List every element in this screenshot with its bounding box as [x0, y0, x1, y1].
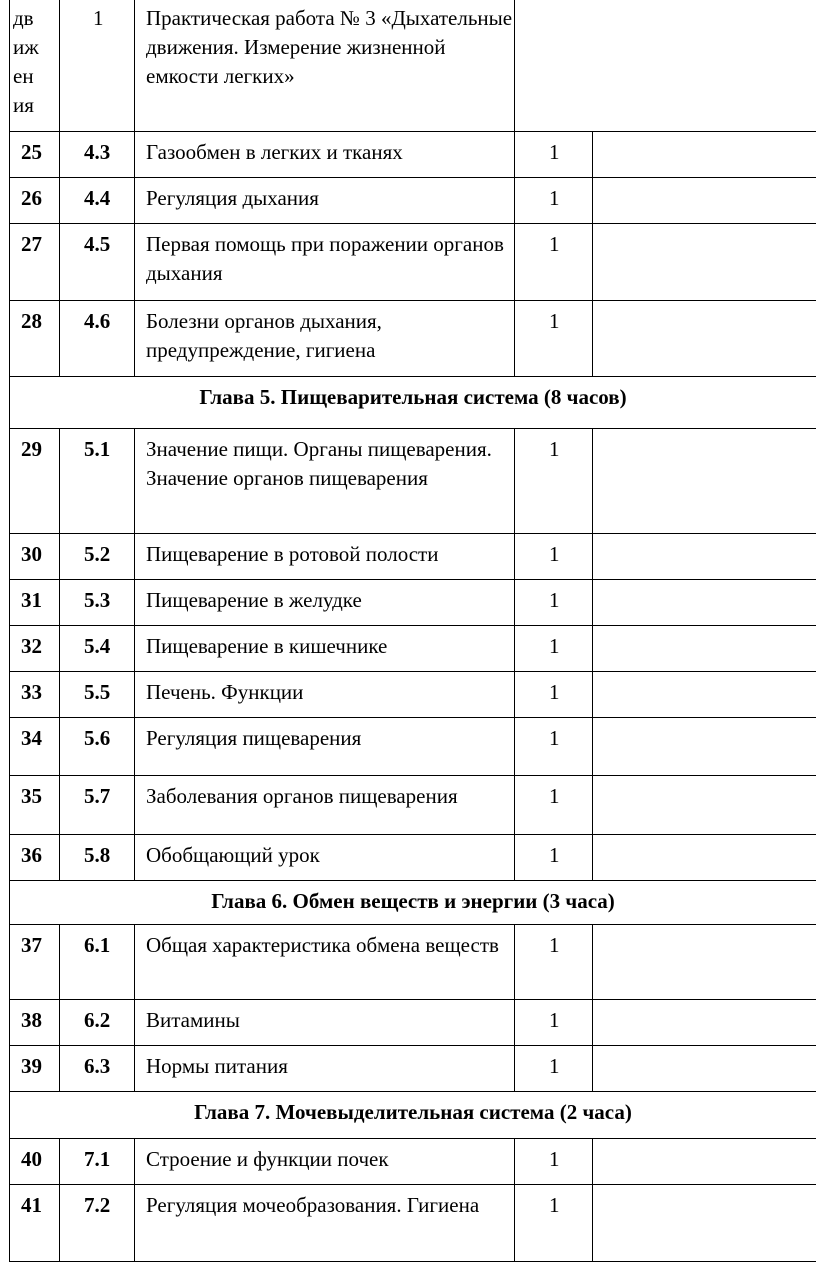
lesson-code-cell: 5.2: [59, 534, 134, 579]
row-number-cell: 33: [9, 672, 59, 717]
table-row: [9, 0, 816, 132]
table-row: [9, 429, 816, 534]
lesson-topic-cell: Регуляция мочеобразования. Гигиена: [134, 1185, 514, 1261]
lesson-code-cell: 6.2: [59, 1000, 134, 1045]
notes-cell: [593, 1185, 816, 1261]
lesson-topic-cell: Практическая работа № 3 «Дыхательные движения. Измерение жизненной емкости легких»: [134, 0, 514, 131]
lesson-topic-cell: Первая помощь при поражении органов дыхания: [134, 224, 514, 300]
hours-cell: 1: [514, 925, 593, 999]
lesson-topic-cell: Значение пищи. Органы пищеварения. Значение органов пищеварения: [134, 429, 514, 533]
lesson-topic-cell: Болезни органов дыхания, предупреждение, гигиена: [134, 301, 514, 376]
lesson-topic-cell: Пищеварение в ротовой полости: [134, 534, 514, 579]
table-row: [9, 1139, 816, 1185]
table-row: [9, 224, 816, 301]
row-number-cell: 27: [9, 224, 59, 300]
row-number-cell: 31: [9, 580, 59, 625]
table-row: [9, 1000, 816, 1046]
lesson-topic-cell: Общая характеристика обмена веществ: [134, 925, 514, 999]
notes-cell: [593, 1139, 816, 1184]
hours-cell: 1: [514, 301, 593, 376]
hours-cell: 1: [514, 1185, 593, 1261]
lesson-code-cell: 5.7: [59, 776, 134, 834]
notes-cell: [593, 1046, 816, 1091]
notes-cell: [593, 132, 816, 177]
hours-cell: 1: [514, 178, 593, 223]
lesson-code-cell: 6.1: [59, 925, 134, 999]
lesson-topic-cell: Пищеварение в желудке: [134, 580, 514, 625]
hours-cell: 1: [514, 132, 593, 177]
notes-cell: [593, 429, 816, 533]
lesson-code-cell: 5.4: [59, 626, 134, 671]
row-number-cell: 36: [9, 835, 59, 880]
chapter-title: Глава 6. Обмен веществ и энергии (3 часа): [211, 889, 615, 913]
table-row: [9, 580, 816, 626]
hours-cell: 1: [514, 718, 593, 775]
lesson-topic-cell: Обобщающий урок: [134, 835, 514, 880]
lesson-code-cell: 5.3: [59, 580, 134, 625]
lesson-code-cell: 4.4: [59, 178, 134, 223]
lesson-code-cell: 1: [59, 0, 134, 131]
lesson-code-cell: 5.6: [59, 718, 134, 775]
notes-cell: [593, 925, 816, 999]
table-row: [9, 835, 816, 881]
notes-cell: [593, 224, 816, 300]
lesson-code-cell: 7.1: [59, 1139, 134, 1184]
lesson-code-cell: 5.1: [59, 429, 134, 533]
notes-cell: [593, 835, 816, 880]
table-row: [9, 132, 816, 178]
lesson-topic-cell: Пищеварение в кишечнике: [134, 626, 514, 671]
row-number-cell: 26: [9, 178, 59, 223]
lesson-code-cell: 5.8: [59, 835, 134, 880]
row-number-cell: дв иж ен ия: [9, 0, 59, 131]
lesson-code-cell: 6.3: [59, 1046, 134, 1091]
chapter-header: [9, 881, 816, 925]
table-row: [9, 776, 816, 835]
lesson-code-cell: 7.2: [59, 1185, 134, 1261]
lesson-topic-cell: Заболевания органов пищеварения: [134, 776, 514, 834]
chapter-header: [9, 1092, 816, 1139]
hours-cell: 1: [514, 672, 593, 717]
hours-cell: 1: [514, 776, 593, 834]
notes-cell: [593, 534, 816, 579]
row-number-cell: 39: [9, 1046, 59, 1091]
table-row: [9, 534, 816, 580]
hours-cell: 1: [514, 224, 593, 300]
notes-cell: [593, 672, 816, 717]
chapter-title: Глава 5. Пищеварительная система (8 часов): [199, 385, 627, 409]
chapter-title: Глава 7. Мочевыделительная система (2 часа): [194, 1100, 632, 1124]
lesson-topic-cell: Витамины: [134, 1000, 514, 1045]
lesson-code-cell: 5.5: [59, 672, 134, 717]
notes-cell: [593, 580, 816, 625]
notes-cell: [593, 718, 816, 775]
table-row: [9, 1185, 816, 1262]
row-number-cell: 29: [9, 429, 59, 533]
lesson-code-cell: 4.3: [59, 132, 134, 177]
notes-cell: [593, 1000, 816, 1045]
table-row: [9, 672, 816, 718]
row-number-cell: 38: [9, 1000, 59, 1045]
row-number-cell: 32: [9, 626, 59, 671]
row-number-cell: 30: [9, 534, 59, 579]
hours-cell: 1: [514, 429, 593, 533]
row-number-cell: 37: [9, 925, 59, 999]
hours-cell: 1: [514, 534, 593, 579]
lesson-code-cell: 4.5: [59, 224, 134, 300]
lesson-topic-cell: Газообмен в легких и тканях: [134, 132, 514, 177]
row-number-cell: 41: [9, 1185, 59, 1261]
table-row: [9, 626, 816, 672]
table-row: [9, 178, 816, 224]
notes-cell: [593, 178, 816, 223]
hours-cell: 1: [514, 626, 593, 671]
notes-cell: [593, 776, 816, 834]
notes-cell: [593, 301, 816, 376]
hours-cell: 1: [514, 1046, 593, 1091]
lesson-topic-cell: Печень. Функции: [134, 672, 514, 717]
row-number-cell: 28: [9, 301, 59, 376]
table-row: [9, 718, 816, 776]
table-row: [9, 925, 816, 1000]
notes-cell: [593, 626, 816, 671]
lesson-code-cell: 4.6: [59, 301, 134, 376]
table-row: [9, 301, 816, 377]
row-number-cell: 35: [9, 776, 59, 834]
hours-cell: 1: [514, 1000, 593, 1045]
row-number-cell: 25: [9, 132, 59, 177]
table-row: [9, 1046, 816, 1092]
chapter-header: [9, 377, 816, 429]
lesson-topic-cell: Нормы питания: [134, 1046, 514, 1091]
lesson-topic-cell: Регуляция дыхания: [134, 178, 514, 223]
hours-cell: 1: [514, 835, 593, 880]
lesson-plan-table: [9, 0, 816, 1262]
hours-cell: 1: [514, 1139, 593, 1184]
lesson-topic-cell: Регуляция пищеварения: [134, 718, 514, 775]
row-number-cell: 34: [9, 718, 59, 775]
hours-cell: [514, 0, 515, 131]
row-number-cell: 40: [9, 1139, 59, 1184]
hours-cell: 1: [514, 580, 593, 625]
lesson-topic-cell: Строение и функции почек: [134, 1139, 514, 1184]
